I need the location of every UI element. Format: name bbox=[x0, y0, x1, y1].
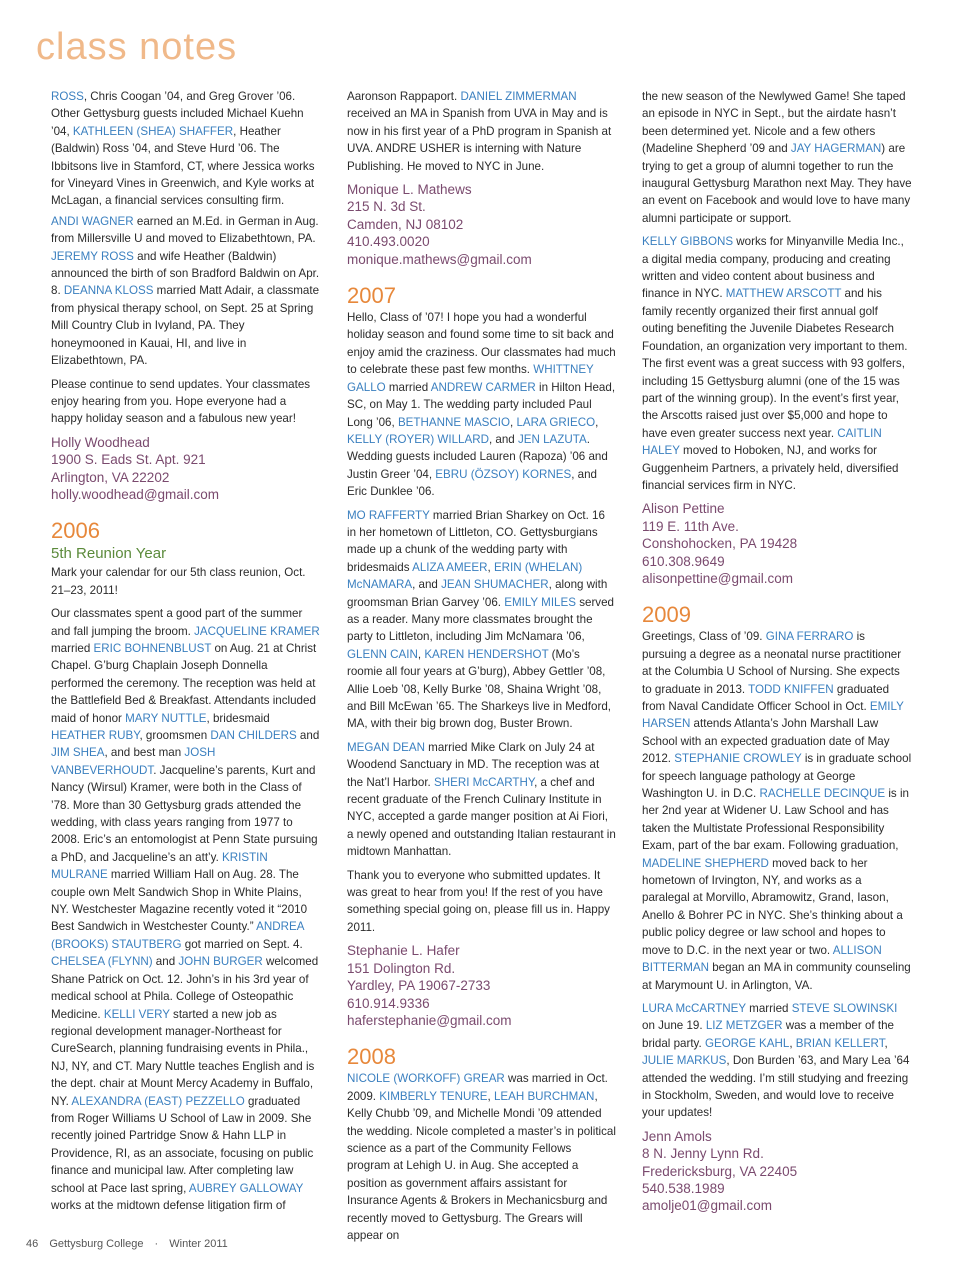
note-paragraph bbox=[51, 564, 321, 599]
note-text: , groomsmen bbox=[139, 729, 211, 742]
classmate-name: STEPHANIE CROWLEY bbox=[674, 752, 802, 766]
classmate-name: JEN LAZUTA bbox=[517, 432, 587, 446]
note-text: , bridesmaid bbox=[206, 711, 270, 725]
column-3 bbox=[642, 88, 912, 1219]
note-text: , bbox=[595, 415, 599, 429]
note-paragraph bbox=[51, 605, 321, 1214]
class-correspondent-contact bbox=[347, 181, 617, 268]
contact-line: 8 N. Jenny Lynn Rd. bbox=[642, 1146, 764, 1162]
classmate-name: MARY NUTTLE bbox=[125, 711, 207, 725]
note-paragraph bbox=[347, 867, 617, 937]
note-text: was a member of the bridal party. bbox=[642, 1019, 894, 1050]
classmate-name: EMILY HARSEN bbox=[642, 700, 904, 731]
note-paragraph bbox=[642, 628, 912, 994]
classmate-name: JAY HAGERMAN bbox=[790, 142, 882, 156]
note-text: works at the midtown defense litigation firm of bbox=[51, 1198, 286, 1212]
classmate-name: MADELINE SHEPHERD bbox=[642, 856, 769, 870]
note-text: Our classmates spent a good part of the summer and fall jumping the broom. bbox=[51, 607, 303, 638]
class-year-heading: 2007 bbox=[347, 283, 396, 309]
classmate-name: LEAH BURCHMAN bbox=[493, 1089, 595, 1103]
note-text: married bbox=[745, 1001, 792, 1015]
note-text: is in graduate school for speech language pathology at George Washington U. in D.C. bbox=[642, 752, 912, 801]
classmate-name: KELLY (ROYER) WILLARD bbox=[347, 432, 489, 446]
note-text: married bbox=[51, 641, 94, 655]
note-text: , Don Burden ’63, and Mary Lea ’64 attended the wedding. I’m still studying and freezing in Stockholm, Sweden, and would love to receive your updates! bbox=[642, 1054, 910, 1120]
class-year-heading: 2008 bbox=[347, 1044, 396, 1070]
classmate-name: JIM SHEA bbox=[51, 746, 105, 760]
note-text: , bbox=[884, 1036, 888, 1050]
note-text: got married on Sept. 4. bbox=[181, 937, 303, 951]
classmate-name: RACHELLE DECINQUE bbox=[759, 787, 886, 801]
classmate-name: STEVE SLOWINSKI bbox=[791, 1001, 898, 1015]
contact-line: Arlington, VA 22202 bbox=[51, 469, 170, 485]
note-text: . Jacqueline’s parents, Kurt and Nancy (Wirsul) Kramer, were both in the Class of ’78. More than 30 Gettysburg grads attended the wedding, with class years ranging from 1977 to 2008. Eric’s an entomologist at Penn State pursuing a PhD, and Jacqueline’s an att’y. bbox=[51, 763, 318, 864]
note-text: in Hilton Head, SC, on May 1. The wedding party included Paul Long ’06, bbox=[347, 380, 616, 429]
classmate-name: ANDI WAGNER bbox=[51, 214, 134, 228]
note-text: moved to Hoboken, NJ, and works for Guggenheim Partners, a privately held, diversified financial services firm in NYC. bbox=[642, 444, 899, 492]
note-paragraph bbox=[347, 88, 617, 175]
contact-line: Yardley, PA 19067-2733 bbox=[347, 978, 491, 994]
note-text: married bbox=[385, 380, 431, 394]
note-text: attends Atlanta’s John Marshall Law School with an expected graduation date of May 2012. bbox=[642, 717, 890, 766]
note-paragraph bbox=[642, 1000, 912, 1122]
classmate-name: NICOLE (WORKOFF) GREAR bbox=[347, 1072, 505, 1086]
classmate-name: MEGAN DEAN bbox=[347, 740, 425, 754]
publication-name: Gettysburg College bbox=[49, 1238, 144, 1250]
note-text: received an MA in Spanish from UVA in May and is now in his first year of a PhD program in Spanish at UVA. ANDRE USHER is interning with Nature Publishing. He moved to NYC in June. bbox=[347, 107, 612, 173]
classmate-name: ROSS bbox=[51, 90, 84, 103]
contact-line: Fredericksburg, VA 22405 bbox=[642, 1163, 798, 1179]
note-text: ) are trying to get a group of alumni together to run the inaugural Gettysburg Marathon next May. They have an event on Facebook and would love to have many alumni participate or support. bbox=[642, 142, 912, 225]
note-text: on June 19. bbox=[642, 1019, 706, 1033]
classmate-name: ERIN (WHELAN) McNAMARA bbox=[347, 560, 583, 592]
classmate-name: MATTHEW ARSCOTT bbox=[725, 287, 842, 301]
contact-line: amolje01@gmail.com bbox=[642, 1198, 773, 1214]
note-paragraph bbox=[51, 213, 321, 370]
note-text: graduated from Roger Williams U School of Law in 2009. She recently joined Partridge Snow & Hahn LLP in Providence, RI, as an associate, focusing on public finance and municipal law. After completing law school at Pace last spring, bbox=[51, 1094, 314, 1195]
classmate-name: ANDREW CARMER bbox=[430, 380, 536, 394]
contact-line: 1900 S. Eads St. Apt. 921 bbox=[51, 452, 206, 468]
contact-line: alisonpettine@gmail.com bbox=[642, 570, 794, 586]
note-paragraph bbox=[347, 507, 617, 733]
note-text: married Matt Adair, a classmate from physical therapy school, on Sept. 25 at Spring Mill Country Club in Ivyland, PA. They honeymooned in Kauai, HI, and live in Elizabethtown, PA. bbox=[51, 284, 320, 368]
note-text: on Aug. 21 at Christ Chapel. G’burg Chaplain Joseph Donnella performed the ceremony. The reception was held at the Battlefield Bed & Breakfast. Attendants included maid of honor bbox=[51, 641, 317, 725]
contact-line: Jenn Amols bbox=[642, 1128, 712, 1144]
note-text: Mark your calendar for our 5th class reunion, Oct. 21–23, 2011! bbox=[51, 566, 306, 597]
note-text: , and bbox=[412, 578, 442, 592]
contact-line: Alison Pettine bbox=[642, 501, 725, 517]
classmate-name: KELLY GIBBONS bbox=[642, 235, 734, 249]
class-correspondent-contact bbox=[642, 500, 912, 587]
contact-line: 215 N. 3d St. bbox=[347, 199, 426, 215]
note-text: , Heather (Baldwin) Ross ’04, and Steve Hurd ’06. The Ibbitsons live in Stamford, CT, where Jessica works for Vineyard Vines in Greenwich, and Kyle works at McLagan, a financial services consulting firm. bbox=[51, 124, 315, 208]
note-paragraph bbox=[347, 309, 617, 500]
note-text: , a chef and recent graduate of the French Culinary Institute in NYC, accepted a garde manger position at Ai Fiori, a newly opened and outstanding Italian restaurant in midtown Manhattan. bbox=[347, 775, 616, 859]
note-text: , Kelly Chubb ’09, and Michelle Mondi ’09 attended the wedding. Nicole completed a master’s in political science as a part of the Community Fellows program at Lehigh U. in Aug. She accepted a position as government affairs assistant for Insurance Agents & Brokers in Mechanicsburg and recently moved to Gettysburg. The Grears will appear on bbox=[347, 1089, 616, 1242]
page-number: 46 bbox=[26, 1238, 39, 1250]
contact-line: monique.mathews@gmail.com bbox=[347, 251, 532, 267]
note-text: was married in Oct. 2009. bbox=[347, 1072, 608, 1103]
note-text: Please continue to send updates. Your classmates enjoy hearing from you. Hope everyone had a happy holiday season and a fabulous new year! bbox=[51, 377, 311, 426]
classmate-name: BETHANNE MASCIO bbox=[397, 415, 511, 429]
note-paragraph bbox=[51, 88, 321, 210]
classmate-name: CHELSEA (FLYNN) bbox=[51, 955, 153, 969]
note-text: is pursuing a degree as a neonatal nurse practitioner at the Columbia U School of Nursing. She expects to graduate in 2013. bbox=[642, 630, 902, 696]
classmate-name: MO RAFFERTY bbox=[347, 508, 430, 522]
page-title: class notes bbox=[36, 26, 238, 68]
note-text: Thank you to everyone who submitted updates. It was great to hear from you! If the rest of you have something special going on, please fill us in. Happy 2011. bbox=[347, 868, 610, 934]
note-text: . Wedding guests included Lauren (Rapoza) ’06 and Justin Greer ’04, bbox=[347, 432, 608, 481]
note-text: , and best man bbox=[104, 746, 185, 760]
classmate-name: BRIAN KELLERT bbox=[795, 1036, 885, 1050]
classmate-name: JEREMY ROSS bbox=[51, 249, 134, 263]
classmate-name: DAN CHILDERS bbox=[210, 729, 297, 742]
classmate-name: GLENN CAIN bbox=[347, 647, 418, 661]
contact-line: 610.914.9336 bbox=[347, 995, 430, 1011]
classmate-name: ALEXANDRA (EAST) PEZZELLO bbox=[71, 1094, 245, 1108]
note-paragraph bbox=[347, 739, 617, 861]
issue-date: Winter 2011 bbox=[169, 1238, 228, 1250]
note-text: , bbox=[487, 560, 494, 574]
classmate-name: ANDREA (BROOKS) STAUTBERG bbox=[51, 920, 304, 951]
note-text: and his family recently organized their first annual golf outing benefiting the Juvenile Diabetes Research Foundation, an organization very important to them. The first event was a great success with 93 golfers, including 15 Gettysburg alumni (one of the 15 was part of the winning group). In the event’s first year, the Arscotts raised just over $5,000 and hope to have even greater success next year. bbox=[642, 287, 908, 440]
note-text: , Chris Coogan ’04, and Greg Grover ’06. Other Gettysburg guests included Michael Kuehn ’04, bbox=[51, 90, 304, 138]
classmate-name: LARA GRIECO bbox=[516, 415, 596, 429]
classmate-name: JEAN SHUMACHER bbox=[441, 578, 549, 592]
column-2 bbox=[347, 88, 617, 1250]
note-text: began an MA in community counseling at Marymount U. in Arlington, VA. bbox=[642, 961, 911, 992]
note-text: welcomed Shane Patrick on Oct. 12. John’s in his 3rd year of medical school at Phila. College of Osteopathic Medicine. bbox=[51, 955, 319, 1021]
contact-line: 610.308.9649 bbox=[642, 553, 725, 569]
note-text: married Mike Clark on July 24 at Woodend Sanctuary in MD. The reception was at the Nat’l Harbor. bbox=[347, 740, 600, 789]
classmate-name: DEANNA KLOSS bbox=[63, 284, 154, 298]
classmate-name: ERIC BOHNENBLUST bbox=[93, 641, 212, 655]
classmate-name: AUBREY GALLOWAY bbox=[188, 1181, 304, 1195]
note-text: , and Eric Dunklee ’06. bbox=[347, 467, 597, 499]
classmate-name: TODD KNIFFEN bbox=[748, 682, 834, 696]
contact-line: Conshohocken, PA 19428 bbox=[642, 536, 798, 552]
classmate-name: LURA McCARTNEY bbox=[642, 1001, 746, 1015]
note-text: , bbox=[789, 1036, 796, 1050]
note-text: the new season of the Newlywed Game! She taped an episode in NYC in Sept., but the airdate hasn’t been determined yet. Nicole and a few others (Madeline Shepherd ’09 and bbox=[642, 90, 906, 156]
note-text: , and bbox=[488, 432, 518, 446]
classmate-name: HEATHER RUBY bbox=[51, 729, 140, 742]
contact-line: 540.538.1989 bbox=[642, 1180, 725, 1196]
note-text: served as a reader. Many more classmates brought the party to Littleton, including Jim McNamara ’06, bbox=[347, 595, 615, 644]
classmate-name: EBRU (ÖZSOY) KORNES bbox=[435, 467, 572, 481]
classmate-name: JULIE MARKUS bbox=[642, 1054, 727, 1068]
contact-line: holly.woodhead@gmail.com bbox=[51, 486, 220, 502]
contact-line: 151 Dolington Rd. bbox=[347, 960, 456, 976]
reunion-subheading: 5th Reunion Year bbox=[51, 545, 167, 563]
classmate-name: SHERI McCARTHY bbox=[434, 775, 535, 789]
footer-separator: · bbox=[154, 1238, 159, 1250]
note-paragraph bbox=[642, 233, 912, 494]
classmate-name: CAITLIN HALEY bbox=[642, 426, 882, 458]
classmate-name: EMILY MILES bbox=[504, 595, 576, 609]
classmate-name: GEORGE KAHL bbox=[704, 1036, 790, 1050]
note-text: Aaronson Rappaport. bbox=[347, 90, 461, 103]
note-text: Hello, Class of ’07! I hope you had a wonderful holiday season and found some time to sit back and enjoy amid the craziness. Our classmates had much to celebrate these past few months. bbox=[347, 311, 616, 377]
note-text: started a new job as regional development manager-Northeast for CureSearch, planning fundraising events in Phila., NJ, NY, and CT. Mary Nuttle teaches English and is the dept. chair at Mount Mercy Academy in Buffalo, NY. bbox=[51, 1007, 315, 1108]
classmate-name: ALIZA AMEER bbox=[412, 560, 488, 574]
note-paragraph bbox=[347, 1070, 617, 1244]
classmate-name: DANIEL ZIMMERMAN bbox=[460, 90, 577, 103]
page-footer bbox=[26, 1238, 236, 1250]
note-text: , bbox=[417, 647, 425, 661]
classmate-name: GINA FERRARO bbox=[765, 630, 854, 644]
class-correspondent-contact bbox=[642, 1128, 912, 1215]
note-text: Greetings, Class of ’09. bbox=[642, 630, 766, 644]
contact-line: 410.493.0020 bbox=[347, 234, 430, 250]
note-text: graduated from Naval Candidate Officer School in Oct. bbox=[642, 682, 890, 713]
classmate-name: KIMBERLY TENURE bbox=[379, 1089, 488, 1103]
note-text: and bbox=[296, 729, 320, 742]
note-text: and wife Heather (Baldwin) announced the birth of son Bradford Baldwin on Apr. 8. bbox=[51, 249, 320, 298]
contact-line: Stephanie L. Hafer bbox=[347, 943, 460, 959]
classmate-name: WHITTNEY GALLO bbox=[347, 363, 594, 394]
classmate-name: LIZ METZGER bbox=[705, 1019, 783, 1033]
note-text: moved back to her hometown of Irvington, NY, and works as a paralegal at Morvillo, Abramowitz, Grand, Iason, Anello & Bohrer PC in NYC. She’s thinking about a public policy degree or law school and hopes to move to D.C. in the next year or two. bbox=[642, 856, 903, 957]
contact-line: haferstephanie@gmail.com bbox=[347, 1012, 512, 1028]
note-text: married William Hall on Aug. 28. The couple own Melt Sandwich Shop in White Plains, NY. Westchester Magazine recently voted it “2010 Best Sandwich in Westchester County.” bbox=[51, 868, 308, 934]
note-text: earned an M.Ed. in German in Aug. from Millersville U and moved to Elizabethtown, PA. bbox=[51, 214, 319, 246]
contact-line: Holly Woodhead bbox=[51, 434, 150, 450]
class-year-heading: 2006 bbox=[51, 518, 100, 544]
note-paragraph bbox=[642, 88, 912, 227]
note-text: is in her 2nd year at Widener U. Law School and has taken the Multistate Professional Responsibility Exam, part of the bar exam. Following graduation, bbox=[642, 787, 909, 853]
note-text: , bbox=[487, 1089, 494, 1103]
classmate-name: KATHLEEN (SHEA) SHAFFER bbox=[72, 124, 234, 138]
contact-line: Monique L. Mathews bbox=[347, 182, 472, 198]
note-text: (Mo’s roomie all four years at G’burg), Abbey Gettler ’08, Allie Loeb ’08, Kelly Burke ’08, Shaina Wright ’08, and Bill McEwan ’65. The Sharkeys live in Medford, MA, with their big brown dog, Buster Brown. bbox=[347, 647, 611, 731]
classmate-name: JACQUELINE KRAMER bbox=[194, 624, 320, 638]
note-text: married Brian Sharkey on Oct. 16 in her hometown of Littleton, CO. Gettysburgians made up a chunk of the wedding party with bridesmaids bbox=[347, 508, 605, 574]
note-paragraph bbox=[51, 376, 321, 428]
classmate-name: JOHN BURGER bbox=[178, 955, 263, 969]
column-1 bbox=[51, 88, 321, 1220]
classmate-name: JOSH VANBEVERHOUDT bbox=[51, 746, 216, 777]
class-correspondent-contact bbox=[347, 942, 617, 1029]
note-text: and bbox=[152, 955, 179, 969]
classmate-name: ALLISON BITTERMAN bbox=[642, 943, 882, 975]
contact-line: 119 E. 11th Ave. bbox=[642, 518, 739, 534]
contact-line: Camden, NJ 08102 bbox=[347, 216, 464, 232]
note-text: , along with groomsman Brian Garvey ’06. bbox=[347, 578, 608, 609]
class-year-heading: 2009 bbox=[642, 602, 691, 628]
classmate-name: KELLI VERY bbox=[103, 1007, 170, 1021]
classmate-name: KRISTIN MULRANE bbox=[51, 850, 268, 882]
note-text: works for Minyanville Media Inc., a digital media company, producing and creating written and video content about business and finance in NYC. bbox=[642, 235, 904, 301]
note-text: , bbox=[510, 415, 517, 429]
class-correspondent-contact bbox=[51, 434, 321, 504]
classmate-name: KAREN HENDERSHOT bbox=[424, 647, 549, 661]
